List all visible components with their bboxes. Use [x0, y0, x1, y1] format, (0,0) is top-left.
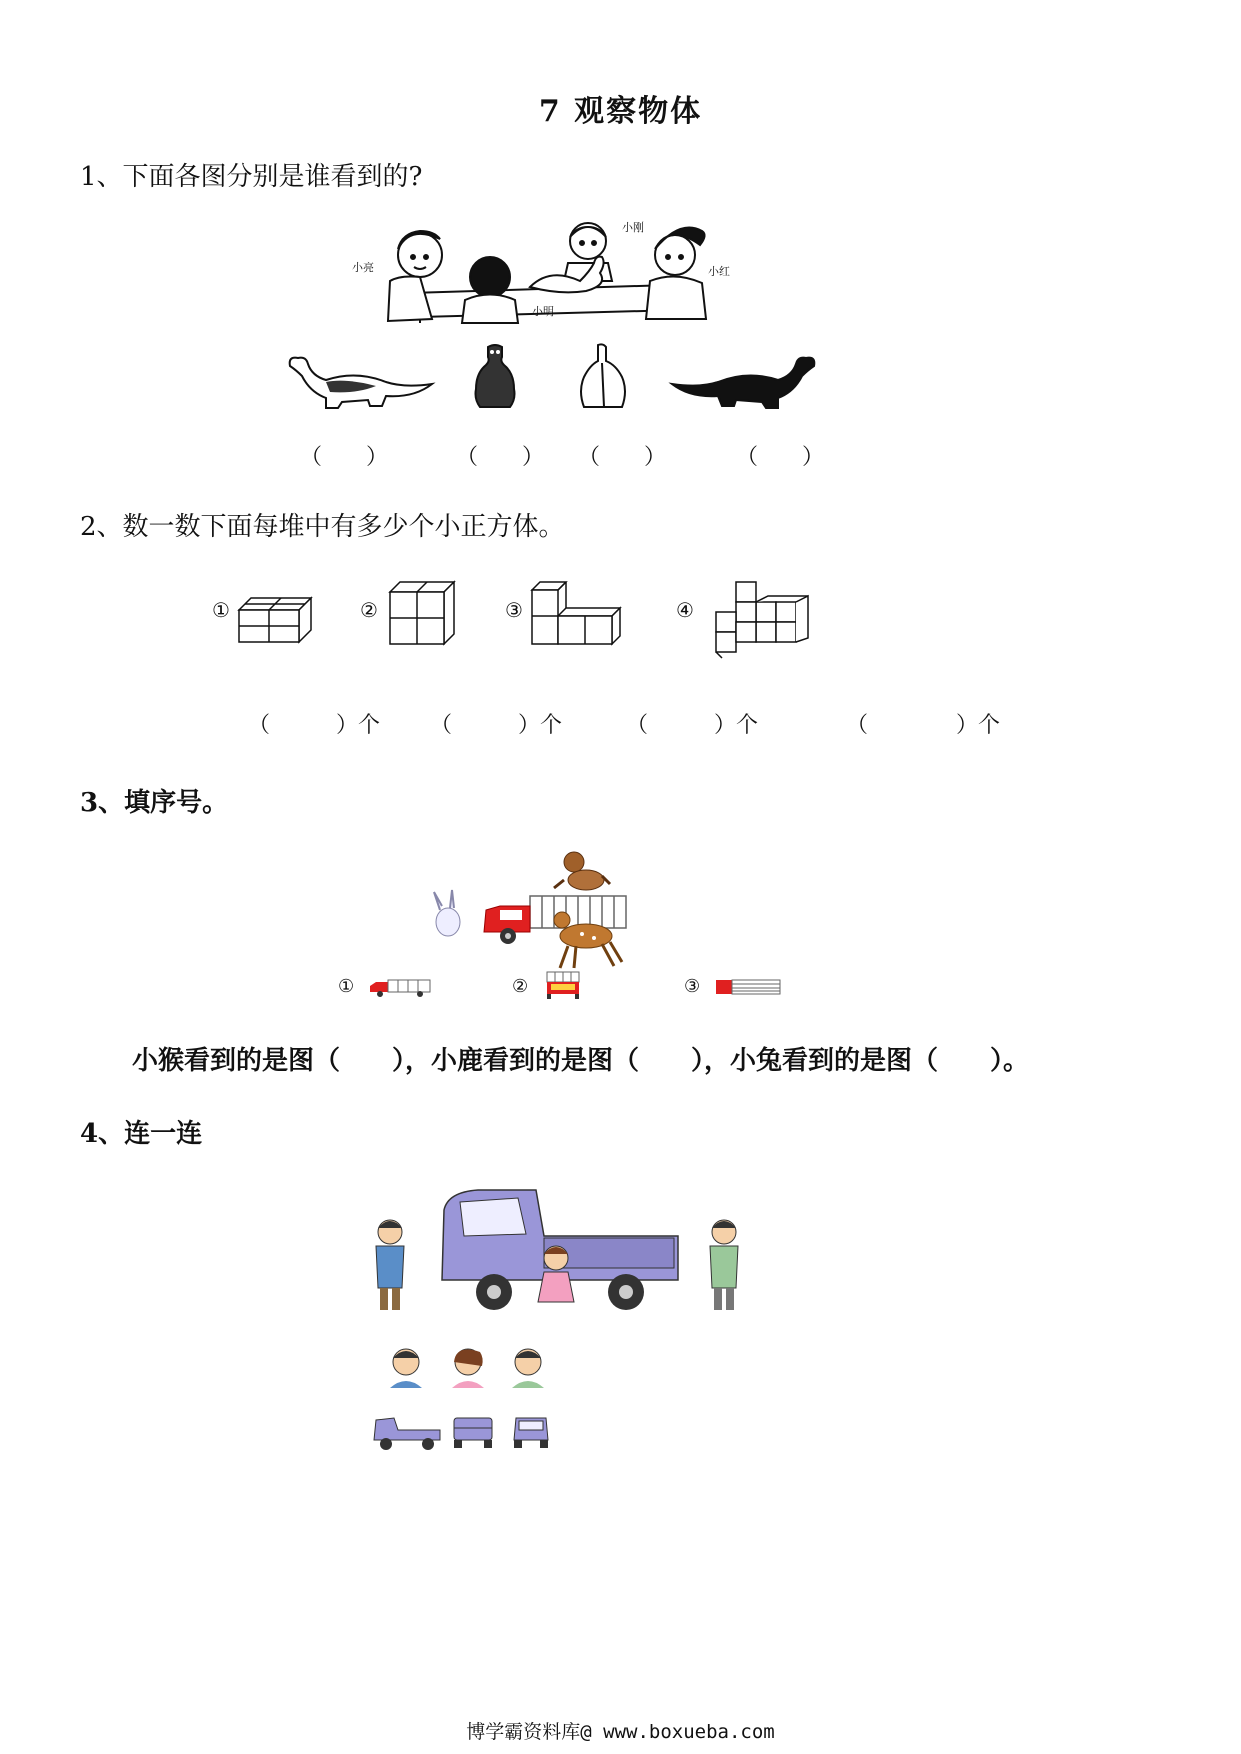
q3-sentence[interactable]: 小猴看到的是图（ ），小鹿看到的是图（ ），小兔看到的是图（ ）。: [132, 1046, 1030, 1076]
cube-figure-2-label: ②: [360, 598, 378, 622]
name-label-xiaoming: 小明: [532, 305, 554, 318]
question-2-text: 2、数一数下面每堆中有多少个小正方体。: [80, 512, 565, 542]
girl-head-middle[interactable]: [448, 1344, 488, 1388]
q1-answer-1[interactable]: （ ）: [300, 445, 389, 470]
truck-back-view-small[interactable]: [450, 1412, 496, 1450]
page-title: 7 观察物体: [538, 94, 703, 129]
cube-figure-1-label: ①: [212, 598, 230, 622]
name-label-xiaoliang: 小亮: [352, 261, 374, 274]
cube-figure-4-label: ④: [676, 598, 694, 622]
q3-figure-3-label: ③: [684, 976, 701, 997]
q1-answer-3[interactable]: （ ）: [578, 445, 667, 470]
dinosaur-back-view: [572, 343, 634, 409]
boy-head-left[interactable]: [386, 1344, 426, 1388]
truck-side-view-small[interactable]: [372, 1412, 442, 1452]
right-child-icon: [710, 1220, 738, 1310]
footer-watermark: 博学霸资料库@ www.boxueba.com: [466, 1721, 775, 1743]
truck-side-view: [368, 976, 434, 998]
dinosaur-front-view: [466, 343, 524, 409]
children-table-scene: [350, 215, 730, 325]
cube-figure-3-label: ③: [505, 598, 523, 622]
truck-animals-scene: [426, 848, 638, 972]
q2-answer-4[interactable]: （ ）个: [846, 713, 1001, 738]
boy-head-right[interactable]: [508, 1344, 548, 1388]
name-label-xiaohong: 小红: [708, 265, 730, 278]
dinosaur-side-view-right: [668, 348, 818, 408]
monkey-icon: [554, 852, 610, 890]
question-3-text: 3、填序号。: [80, 788, 229, 818]
question-1-text: 1、下面各图分别是谁看到的?: [80, 162, 423, 192]
cube-stack-1: [237, 596, 317, 644]
cube-stack-3: [530, 580, 622, 646]
left-child-icon: [376, 1220, 404, 1310]
truck-front-view: [543, 970, 583, 1000]
q3-figure-1-label: ①: [338, 976, 355, 997]
q1-answer-4[interactable]: （ ）: [736, 445, 825, 470]
q2-answer-2[interactable]: （ ）个: [430, 713, 563, 738]
q3-figure-2-label: ②: [512, 976, 529, 997]
rabbit-icon: [434, 890, 460, 936]
cube-stack-2: [388, 580, 462, 646]
truck-top-view: [714, 978, 784, 996]
dinosaur-side-view-left: [286, 348, 436, 408]
truck-front-view-small[interactable]: [508, 1412, 554, 1450]
q2-answer-3[interactable]: （ ）个: [626, 713, 759, 738]
question-4-text: 4、连一连: [80, 1119, 203, 1149]
q1-answer-2[interactable]: （ ）: [456, 445, 545, 470]
truck-three-children-scene: [368, 1180, 748, 1320]
cube-stack-4: [712, 578, 812, 662]
name-label-xiaogang: 小刚: [622, 221, 644, 234]
q2-answer-1[interactable]: （ ）个: [248, 713, 381, 738]
